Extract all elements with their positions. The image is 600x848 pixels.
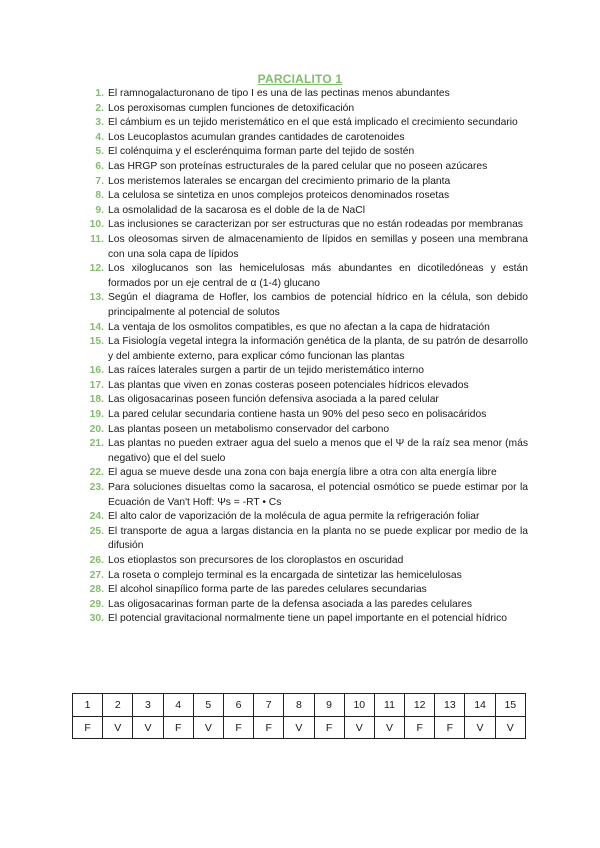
question-item — [84, 554, 528, 569]
question-item — [84, 131, 528, 146]
question-item — [84, 423, 528, 438]
question-number: 29. — [89, 598, 104, 610]
answer-number-cell: 15 — [495, 694, 525, 717]
answer-number-cell: 5 — [193, 694, 223, 717]
answer-value-cell: V — [374, 717, 404, 739]
question-number: 9. — [95, 204, 104, 216]
question-number: 8. — [95, 190, 104, 202]
question-number: 25. — [89, 525, 104, 537]
question-item — [84, 481, 528, 510]
page-title: PARCIALITO 1 — [257, 72, 343, 86]
question-number: 16. — [89, 365, 104, 377]
answer-number-cell: 13 — [435, 694, 465, 717]
question-text: La ventaja de los osmolitos compatibles, es que no afectan a la capa de hidratación — [108, 321, 490, 333]
question-item — [84, 364, 528, 379]
question-text: La pared celular secundaria contiene hasta un 90% del peso seco en polisacáridos — [108, 409, 487, 421]
question-number: 17. — [89, 379, 104, 391]
answer-number-cell: 11 — [374, 694, 404, 717]
question-item — [84, 218, 528, 233]
answer-value-cell: F — [405, 717, 435, 739]
answer-value-cell: F — [223, 717, 253, 739]
question-number: 20. — [89, 423, 104, 435]
question-text: El alcohol sinapílico forma parte de las paredes celulares secundarias — [108, 584, 427, 596]
question-item — [84, 612, 528, 627]
question-item — [84, 175, 528, 190]
question-text: Los xiloglucanos son las hemicelulosas más abundantes en dicotiledóneas y están formados por un eje central de α (1-4) glucano — [108, 263, 528, 289]
answer-number-cell: 1 — [73, 694, 103, 717]
answer-value-cell: V — [495, 717, 525, 739]
question-item — [84, 569, 528, 584]
answer-table — [72, 693, 526, 739]
answer-number-cell: 6 — [223, 694, 253, 717]
question-number: 3. — [95, 117, 104, 129]
question-item — [84, 379, 528, 394]
answer-value-cell: V — [284, 717, 314, 739]
question-text: Las oligosacarinas forman parte de la defensa asociada a las paredes celulares — [108, 598, 473, 610]
answer-value-cell: F — [73, 717, 103, 739]
question-text: Los meristemos laterales se encargan del crecimiento primario de la planta — [108, 175, 451, 187]
question-item — [84, 291, 528, 320]
question-number: 11. — [90, 233, 104, 245]
answer-value-cell: F — [314, 717, 344, 739]
answer-number-cell: 2 — [103, 694, 133, 717]
question-number: 1. — [95, 88, 104, 99]
answer-number-cell: 14 — [465, 694, 495, 717]
question-list — [84, 87, 528, 627]
question-text: El cámbium es un tejido meristemático en el que está implicado el crecimiento secundario — [108, 117, 518, 129]
question-number: 23. — [89, 482, 104, 494]
question-text: El ramnogalacturonano de tipo I es una de las pectinas menos abundantes — [108, 88, 450, 99]
answer-table-number-row — [73, 694, 526, 717]
question-item — [84, 335, 528, 364]
question-item — [84, 437, 528, 466]
question-text: Los etioplastos son precursores de los cloroplastos en oscuridad — [108, 555, 404, 566]
question-number: 22. — [89, 467, 104, 479]
answer-number-cell: 9 — [314, 694, 344, 717]
answer-value-cell: V — [465, 717, 495, 739]
question-number: 14. — [89, 321, 104, 333]
answer-number-cell: 4 — [163, 694, 193, 717]
question-number: 24. — [89, 511, 104, 523]
answer-value-cell: F — [163, 717, 193, 739]
question-item — [84, 233, 528, 262]
question-text: La osmolalidad de la sacarosa es el doble de la de NaCl — [108, 204, 366, 216]
answer-value-cell: V — [103, 717, 133, 739]
question-item — [84, 204, 528, 219]
question-number: 19. — [89, 409, 104, 421]
question-item — [84, 102, 528, 117]
question-number: 5. — [95, 146, 104, 158]
answer-table-answer-row — [73, 717, 526, 739]
question-number: 30. — [89, 613, 104, 625]
question-item — [84, 321, 528, 336]
answer-value-cell: V — [344, 717, 374, 739]
question-item — [84, 160, 528, 175]
question-text: Para soluciones disueltas como la sacarosa, el potencial osmótico se puede estimar por la Ecuación de Van't Hoff: Ψs = -RT • Cs — [108, 482, 528, 508]
question-text: Las raíces laterales surgen a partir de un tejido meristemático interno — [108, 365, 424, 377]
question-text: La celulosa se sintetiza en unos complejos proteicos denominados rosetas — [108, 190, 450, 202]
question-text: Las oligosacarinas poseen función defensiva asociada a la pared celular — [108, 394, 439, 406]
question-number: 10. — [89, 219, 104, 231]
question-number: 7. — [95, 175, 104, 187]
question-text: El potencial gravitacional normalmente tiene un papel importante en el potencial hídrico — [108, 613, 507, 625]
question-number: 4. — [95, 131, 104, 143]
question-number: 13. — [89, 292, 104, 304]
answer-value-cell: F — [435, 717, 465, 739]
question-text: Los Leucoplastos acumulan grandes cantidades de carotenoides — [108, 131, 405, 143]
answer-number-cell: 7 — [254, 694, 284, 717]
question-item — [84, 145, 528, 160]
question-number: 26. — [89, 555, 104, 566]
question-item — [84, 189, 528, 204]
answer-value-cell: V — [193, 717, 223, 739]
question-text: Las plantas que viven en zonas costeras poseen potenciales hídricos elevados — [108, 379, 469, 391]
question-text: El alto calor de vaporización de la molécula de agua permite la refrigeración foliar — [108, 511, 480, 523]
question-number: 6. — [95, 160, 104, 172]
question-text: Según el diagrama de Hofler, los cambios de potencial hídrico en la célula, son debido principalmente al potencial de solutos — [108, 292, 528, 318]
answer-value-cell: V — [133, 717, 163, 739]
question-number: 28. — [89, 584, 104, 596]
question-item — [84, 393, 528, 408]
question-number: 18. — [89, 394, 104, 406]
question-item — [84, 583, 528, 598]
answer-number-cell: 3 — [133, 694, 163, 717]
question-item — [84, 525, 528, 554]
question-text: Las plantas poseen un metabolismo conservador del carbono — [108, 423, 390, 435]
question-item — [84, 598, 528, 613]
answer-number-cell: 10 — [344, 694, 374, 717]
question-item — [84, 408, 528, 423]
question-text: Las plantas no pueden extraer agua del suelo a menos que el Ψ de la raíz sea menor (más negativo) que el del suelo — [108, 438, 528, 464]
question-text: La roseta o complejo terminal es la encargada de sintetizar las hemicelulosas — [108, 569, 462, 581]
question-text: Las inclusiones se caracterizan por ser estructuras que no están rodeadas por membranas — [108, 219, 523, 231]
question-text: Las HRGP son proteínas estructurales de la pared celular que no poseen azúcares — [108, 160, 488, 172]
question-number: 15. — [89, 336, 104, 348]
answer-number-cell: 12 — [405, 694, 435, 717]
question-text: Los oleosomas sirven de almacenamiento de lípidos en semillas y poseen una membrana con una sola capa de lípidos — [108, 233, 528, 260]
question-text: El agua se mueve desde una zona con baja energía libre a otra con alta energía libre — [108, 467, 497, 479]
question-number: 21. — [89, 438, 104, 450]
answer-value-cell: F — [254, 717, 284, 739]
question-text: El transporte de agua a largas distancia en la planta no se puede explicar por medio de la difusión — [108, 525, 528, 552]
question-number: 27. — [89, 569, 104, 581]
question-item — [84, 262, 528, 291]
question-number: 2. — [95, 102, 104, 114]
question-item — [84, 116, 528, 131]
answer-number-cell: 8 — [284, 694, 314, 717]
question-number: 12. — [89, 263, 104, 275]
question-text: El colénquima y el esclerénquima forman parte del tejido de sostén — [108, 146, 415, 158]
question-item — [84, 510, 528, 525]
question-item — [84, 466, 528, 481]
question-item — [84, 87, 528, 102]
question-text: La Fisiología vegetal integra la información genética de la planta, de su patrón de desarrollo y del ambiente externo, para explicar cómo funcionan las plantas — [108, 336, 528, 362]
question-text: Los peroxisomas cumplen funciones de detoxificación — [108, 102, 355, 114]
